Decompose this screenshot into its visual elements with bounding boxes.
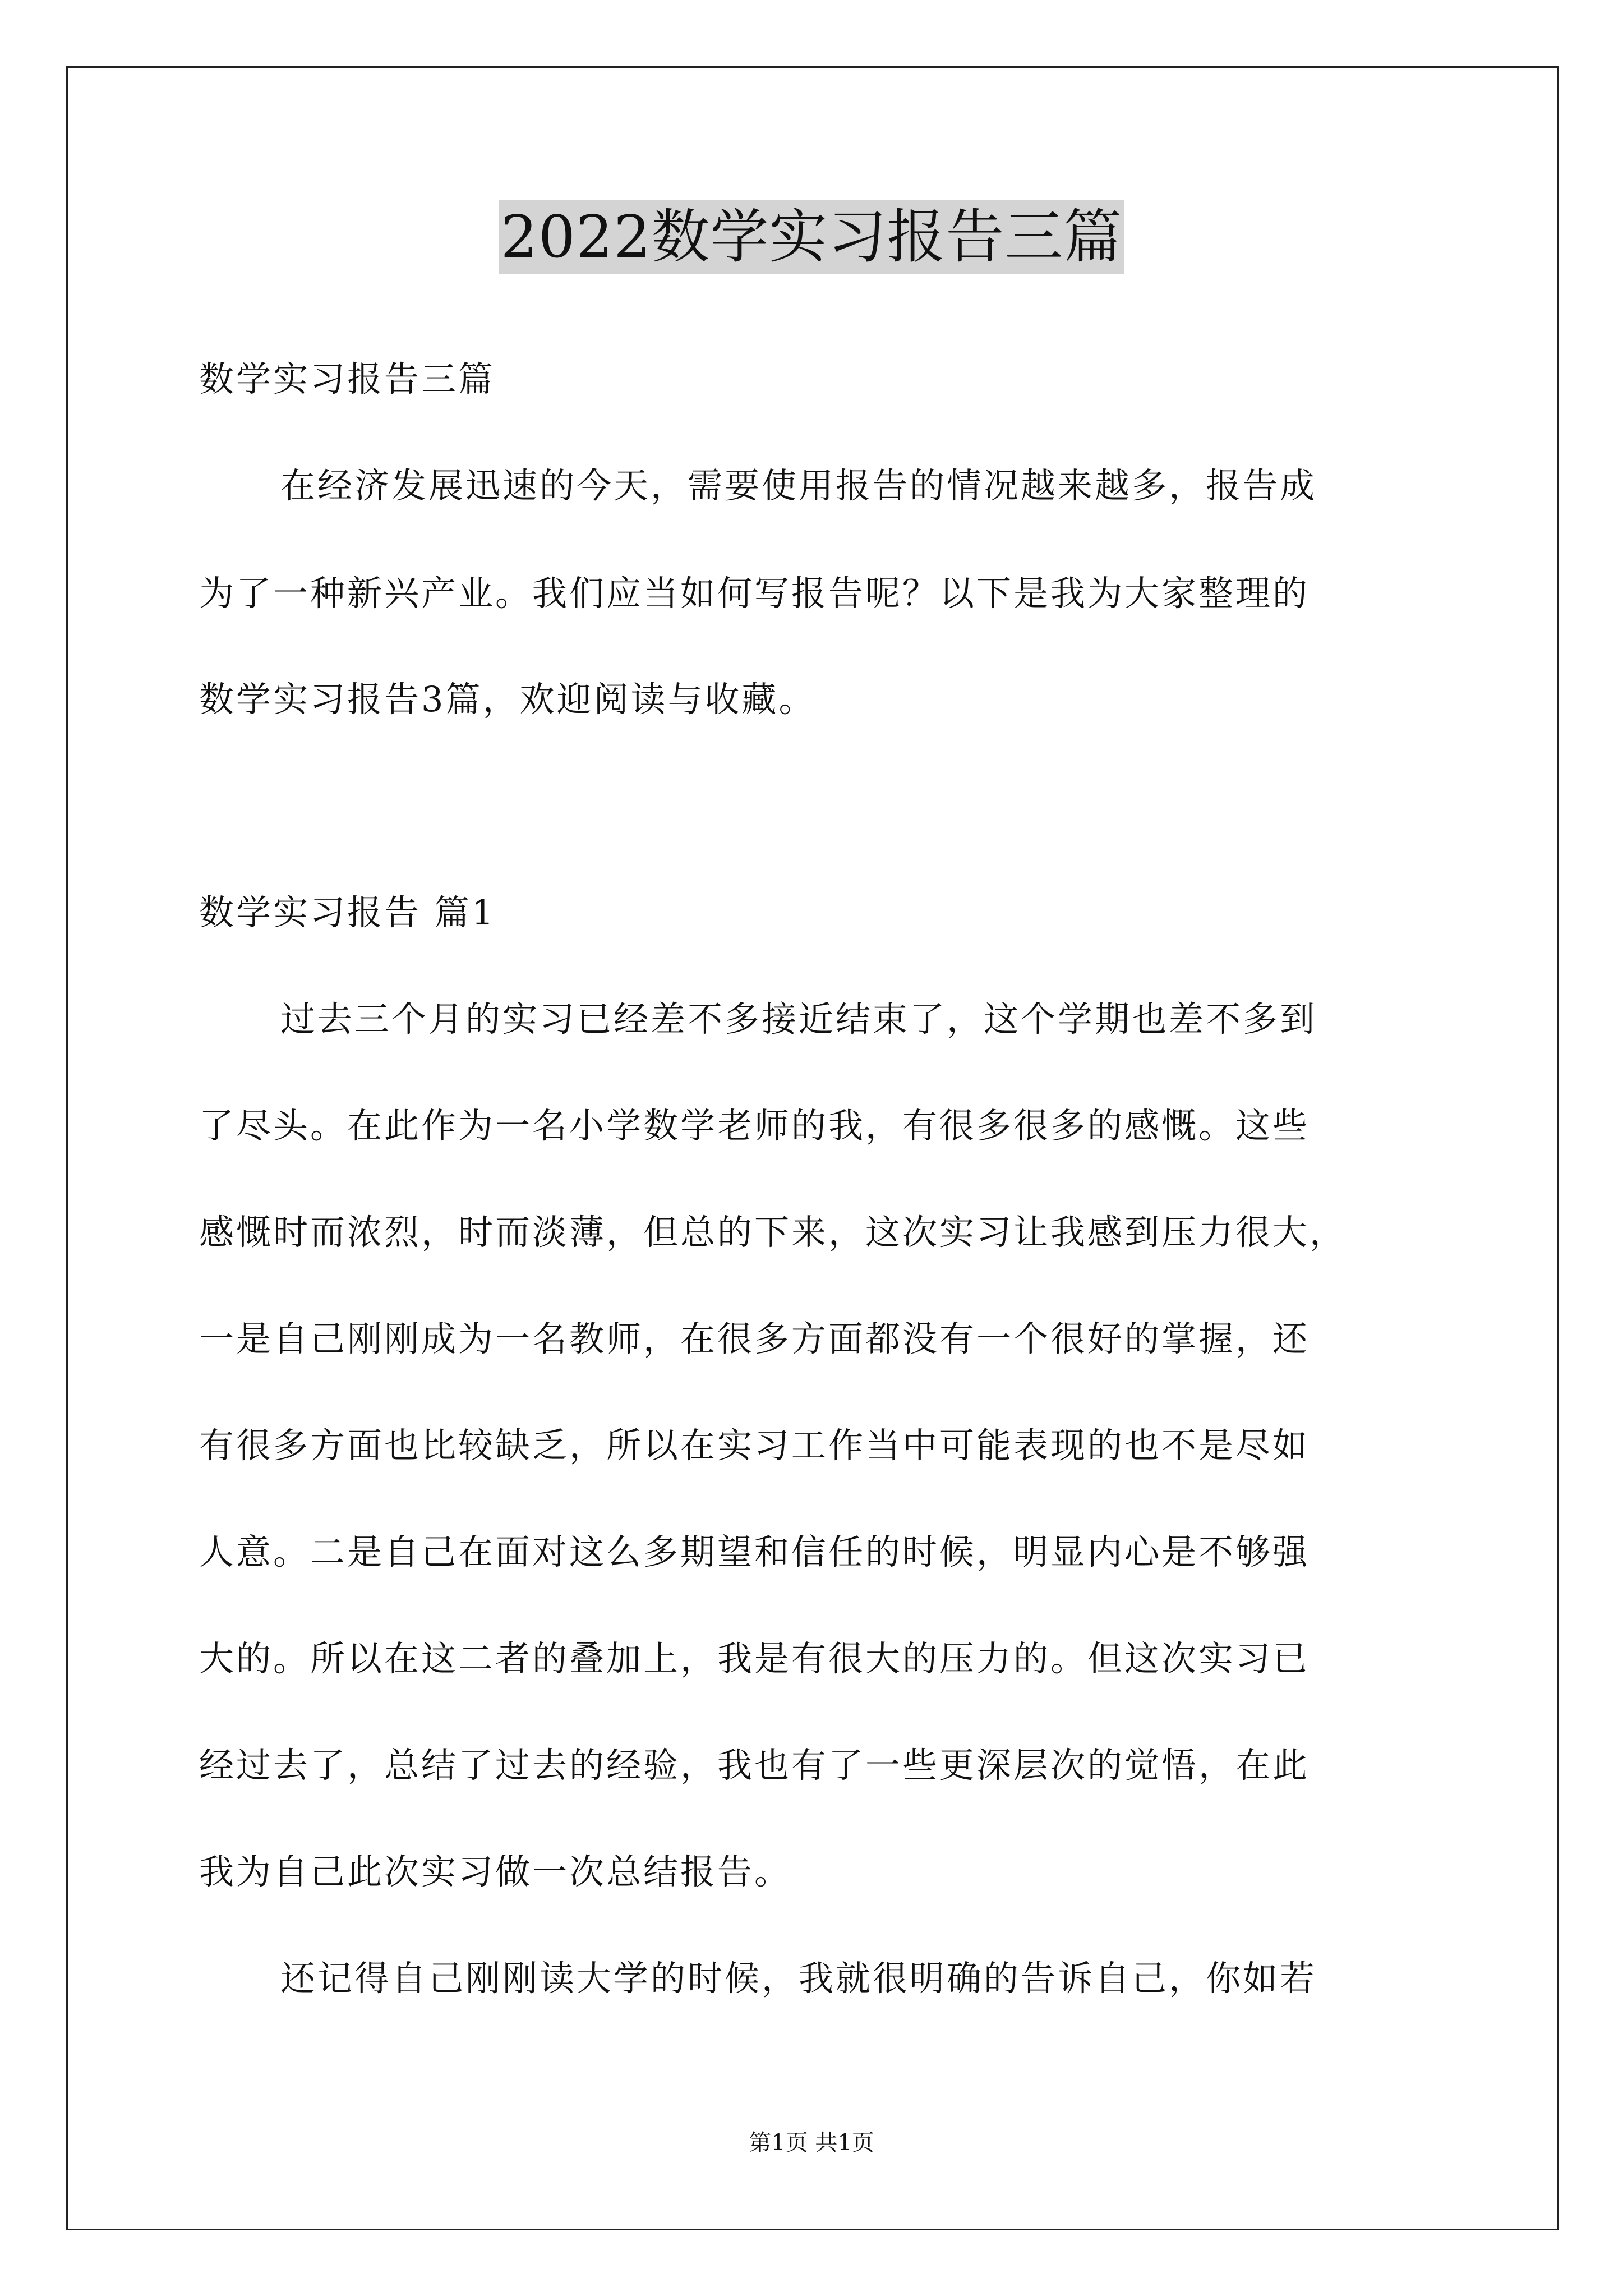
body-line: 一是自己刚刚成为一名教师，在很多方面都没有一个很好的掌握，还 (199, 1318, 1310, 1359)
body-line: 感慨时而浓烈，时而淡薄，但总的下来，这次实习让我感到压力很大， (199, 1212, 1347, 1253)
body-line: 大的。所以在这二者的叠加上，我是有很大的压力的。但这次实习已 (199, 1638, 1310, 1679)
intro-line: 为了一种新兴产业。我们应当如何写报告呢？以下是我为大家整理的 (199, 573, 1310, 614)
body-line: 还记得自己刚刚读大学的时候，我就很明确的告诉自己，你如若 (280, 1958, 1317, 1999)
body-line: 过去三个月的实习已经差不多接近结束了，这个学期也差不多到 (280, 999, 1317, 1039)
body-line: 有很多方面也比较缺乏，所以在实习工作当中可能表现的也不是尽如 (199, 1425, 1310, 1466)
document-title: 2022数学实习报告三篇 (499, 200, 1125, 274)
body-line: 我为自己此次实习做一次总结报告。 (199, 1851, 792, 1892)
page-number-footer: 第1页 共1页 (749, 2130, 874, 2156)
subtitle: 数学实习报告三篇 (199, 358, 496, 399)
body-line: 了尽头。在此作为一名小学数学老师的我，有很多很多的感慨。这些 (199, 1105, 1310, 1146)
section-heading: 数学实习报告 篇1 (199, 892, 496, 933)
body-line: 人意。二是自己在面对这么多期望和信任的时候，明显内心是不够强 (199, 1531, 1310, 1572)
title-container (0, 200, 1623, 274)
intro-line: 在经济发展迅速的今天，需要使用报告的情况越来越多，报告成 (280, 465, 1317, 506)
intro-line: 数学实习报告3篇，欢迎阅读与收藏。 (199, 679, 816, 720)
body-line: 经过去了，总结了过去的经验，我也有了一些更深层次的觉悟，在此 (199, 1745, 1310, 1786)
